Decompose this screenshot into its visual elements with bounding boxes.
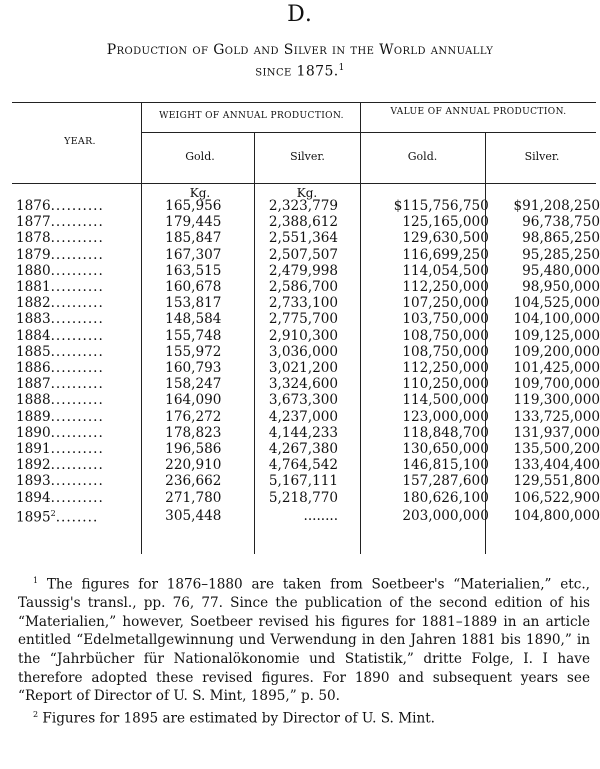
value-gold-header: Gold. [407,150,438,163]
gold-value-cell: 108,750,000 [402,343,489,360]
leader-dots: .......... [50,424,104,441]
gold-unit-label: Kg. [189,186,211,200]
year-cell [16,490,138,506]
table-row [16,409,600,425]
leader-dots: .......... [50,311,104,328]
silver-value-cell: 109,700,000 [513,376,600,393]
year-footnote-mark: 2 [50,508,56,518]
group-header-rule [142,132,596,133]
silver-weight-cell: 3,021,200 [268,360,339,377]
year-value: 1880 [16,262,51,279]
silver-weight-cell: 2,388,612 [268,214,339,231]
gold-weight-cell: 165,956 [165,198,222,214]
gold-value-cell: 130,650,000 [402,441,489,458]
year-cell [16,263,138,279]
value-group-header: VALUE OF ANNUAL PRODUCTION. [390,107,567,117]
year-value: 1892 [16,457,51,474]
gold-weight-cell: 163,515 [165,262,222,279]
leader-dots: .......... [50,279,104,296]
silver-value-cell: 101,425,000 [513,360,600,377]
leader-dots: .......... [50,214,104,231]
year-value: 1894 [16,489,51,506]
leader-dots: .......... [50,489,104,506]
gold-weight-cell: 179,445 [165,214,222,231]
gold-weight-cell: 305,448 [165,507,222,524]
silver-value-cell: 98,865,250 [522,230,600,247]
silver-weight-cell: 2,323,779 [268,198,339,214]
gold-weight-cell: 220,910 [165,457,222,474]
table-row [16,376,600,392]
year-cell [16,376,138,392]
leader-dots: .......... [50,360,104,377]
gold-value-cell: 108,750,000 [402,327,489,344]
silver-weight-cell: 5,218,770 [268,489,339,506]
leader-dots: ........ [55,509,99,526]
year-cell [16,409,138,425]
gold-weight-cell: 155,972 [165,343,222,360]
table-row [16,425,600,441]
leader-dots: .......... [50,392,104,409]
silver-weight-cell: 3,673,300 [268,392,339,409]
silver-weight-cell: 2,507,507 [268,246,339,263]
year-value: 1889 [16,408,51,425]
silver-weight-cell: 3,324,600 [268,376,339,393]
leader-dots: .......... [50,343,104,360]
title-footnote-mark: 1 [338,63,345,73]
table-row [16,328,600,344]
table-row [16,279,600,295]
year-value: 1879 [16,246,51,263]
gold-weight-cell: 160,793 [165,360,222,377]
leader-dots: .......... [50,376,104,393]
silver-value-cell: 104,100,000 [513,311,600,328]
year-cell [16,295,138,311]
footnote-1 [18,572,590,706]
year-value: 1885 [16,343,51,360]
year-value: 1882 [16,295,51,312]
table-title-line-2 [0,63,600,80]
silver-weight-cell: 4,144,233 [268,424,339,441]
appendix-letter: D. [287,2,313,27]
title-line-2-text: since 1875. [255,63,339,80]
silver-weight-cell: 2,733,100 [268,295,339,312]
production-table [16,198,600,526]
silver-weight-cell: 2,910,300 [268,327,339,344]
leader-dots: .......... [50,198,104,214]
table-top-rule [12,102,596,103]
gold-value-cell: 114,054,500 [402,262,489,279]
gold-value-cell: 107,250,000 [402,295,489,312]
year-value: 1887 [16,376,51,393]
table-row [16,344,600,360]
table-row [16,311,600,327]
gold-weight-cell: 153,817 [165,295,222,312]
table-row [16,214,600,230]
leader-dots: .......... [50,246,104,263]
year-value: 1890 [16,424,51,441]
gold-value-cell: 157,287,600 [402,473,489,490]
year-cell [16,344,138,360]
year-cell [16,506,138,526]
footnote-text: Figures for 1895 are estimated by Director of U. S. Mint. [42,710,436,727]
gold-weight-cell: 236,662 [165,473,222,490]
weight-group-header: WEIGHT OF ANNUAL PRODUCTION. [159,111,344,121]
silver-weight-cell: 2,586,700 [268,279,339,296]
value-silver-header: Silver. [524,150,560,163]
leader-dots: .......... [50,295,104,312]
footnote-text: The figures for 1876–1880 are taken from Soetbeer's “Materialien,” etc., Taussig's transl., pp. 76, 77. Since the publication of the second edition of his “Materialien,” however, Soetbeer revised his figures for 1881–1889 in an article entitled “Edelmetallgewinnung und Verwendung in den Jahren 1881 bis 1890,” in the “Jahrbücher für Nationalökonomie und Statistik,” dritte Folge, I. I have therefore adopted these revised figures. For 1890 and subsequent years see “Report of Director of U. S. Mint, 1895,” p. 50. [18,576,590,705]
gold-weight-cell: 158,247 [165,376,222,393]
silver-weight-cell: 5,167,111 [268,473,339,490]
year-value: 1888 [16,392,51,409]
silver-weight-cell: ........ [303,507,339,524]
silver-value-cell: 95,480,000 [522,262,600,279]
silver-value-cell: 133,404,400 [513,457,600,474]
silver-weight-cell: 2,775,700 [268,311,339,328]
leader-dots: .......... [50,327,104,344]
footnote-mark: 1 [33,576,39,585]
year-value: 1883 [16,311,51,328]
leader-dots: .......... [50,262,104,279]
gold-value-cell: 180,626,100 [402,489,489,506]
gold-weight-cell: 271,780 [165,489,222,506]
silver-weight-cell: 2,479,998 [268,262,339,279]
gold-value-cell: $115,756,750 [393,198,489,214]
table-row [16,247,600,263]
silver-value-cell: 104,800,000 [513,507,600,524]
year-value: 1886 [16,360,51,377]
footnote-2 [18,706,590,728]
table-row [16,441,600,457]
leader-dots: .......... [50,441,104,458]
year-cell [16,360,138,376]
leader-dots: .......... [50,408,104,425]
gold-weight-cell: 176,272 [165,408,222,425]
production-table-body [16,198,600,526]
gold-value-cell: 110,250,000 [402,376,489,393]
table-row [16,392,600,408]
year-value: 1881 [16,279,51,296]
gold-weight-cell: 155,748 [165,327,222,344]
year-cell [16,441,138,457]
weight-silver-header: Silver. [290,150,325,163]
gold-weight-cell: 167,307 [165,246,222,263]
table-title-line-1: Production of Gold and Silver in the World annually [106,42,494,58]
table-row [16,295,600,311]
year-header: YEAR. [64,136,96,147]
silver-value-cell: 119,300,000 [513,392,600,409]
gold-value-cell: 203,000,000 [402,507,489,524]
year-value: 1884 [16,327,51,344]
table-row [16,230,600,246]
year-value: 1878 [16,230,51,247]
year-value: 1877 [16,214,51,231]
gold-value-cell: 112,250,000 [402,279,489,296]
gold-value-cell: 118,848,700 [402,424,489,441]
header-bottom-rule [12,183,596,184]
table-row [16,198,600,214]
gold-value-cell: 125,165,000 [402,214,489,231]
footnote-mark: 2 [33,709,39,719]
silver-value-cell: 104,525,000 [513,295,600,312]
year-value: 1891 [16,441,51,458]
silver-weight-cell: 4,237,000 [268,408,339,425]
year-value: 1895 [16,509,51,526]
gold-value-cell: 114,500,000 [402,392,489,409]
gold-weight-cell: 148,584 [165,311,222,328]
silver-value-cell: $91,208,250 [513,198,600,214]
year-value: 1876 [16,198,51,214]
year-cell [16,198,138,214]
silver-value-cell: 131,937,000 [513,424,600,441]
silver-value-cell: 96,738,750 [522,214,600,231]
silver-value-cell: 109,125,000 [513,327,600,344]
gold-value-cell: 112,250,000 [402,360,489,377]
silver-weight-cell: 4,267,380 [268,441,339,458]
year-cell [16,392,138,408]
gold-weight-cell: 185,847 [165,230,222,247]
silver-weight-cell: 2,551,364 [268,230,339,247]
table-row [16,457,600,473]
silver-value-cell: 95,285,250 [522,246,600,263]
gold-weight-cell: 178,823 [165,424,222,441]
table-row [16,506,600,526]
year-cell [16,473,138,489]
silver-value-cell: 98,950,000 [522,279,600,296]
year-cell [16,247,138,263]
year-value: 1893 [16,473,51,490]
silver-value-cell: 106,522,900 [513,489,600,506]
year-cell [16,230,138,246]
footnotes [18,572,590,728]
leader-dots: .......... [50,230,104,247]
leader-dots: .......... [50,473,104,490]
table-row [16,490,600,506]
silver-unit-label: Kg. [296,186,318,200]
year-cell [16,311,138,327]
table-row [16,360,600,376]
silver-value-cell: 133,725,000 [513,408,600,425]
year-cell [16,279,138,295]
gold-weight-cell: 164,090 [165,392,222,409]
silver-weight-cell: 4,764,542 [268,457,339,474]
gold-value-cell: 103,750,000 [402,311,489,328]
gold-value-cell: 146,815,100 [402,457,489,474]
table-row [16,473,600,489]
gold-weight-cell: 196,586 [165,441,222,458]
leader-dots: .......... [50,457,104,474]
silver-value-cell: 135,500,200 [513,441,600,458]
gold-weight-cell: 160,678 [165,279,222,296]
gold-value-cell: 123,000,000 [402,408,489,425]
weight-gold-header: Gold. [185,150,215,163]
table-row [16,263,600,279]
silver-value-cell: 129,551,800 [513,473,600,490]
silver-weight-cell: 3,036,000 [268,343,339,360]
year-cell [16,457,138,473]
gold-value-cell: 129,630,500 [402,230,489,247]
gold-value-cell: 116,699,250 [402,246,489,263]
year-cell [16,214,138,230]
year-cell [16,425,138,441]
silver-value-cell: 109,200,000 [513,343,600,360]
year-cell [16,328,138,344]
